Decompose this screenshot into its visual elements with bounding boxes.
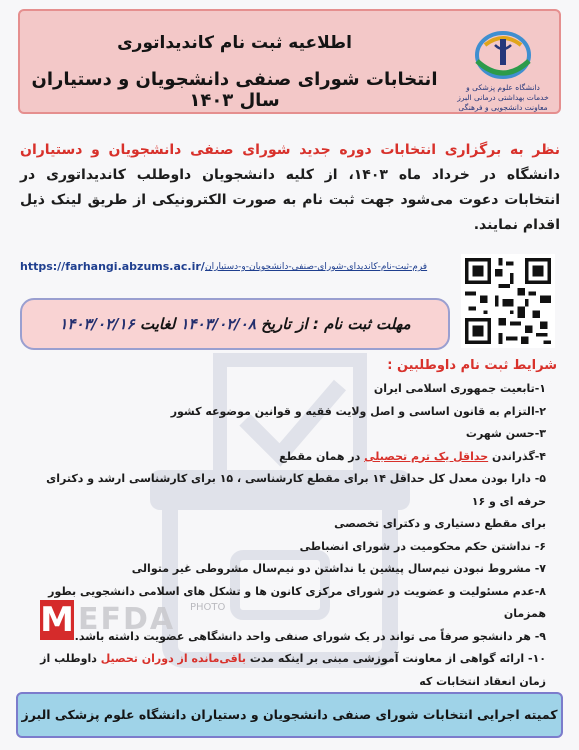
registration-link-path[interactable]: فرم-ثبت-نام-کاندیدای-شورای-صنفی-دانشجویان-و-دستیاران xyxy=(205,262,428,272)
deadline-to-word: لغایت xyxy=(139,315,176,333)
deadline-from-date: ۱۴۰۳/۰۲/۰۸ xyxy=(180,315,256,333)
condition-10-prefix: ۱۰- ارائه گواهی از معاونت آموزشی مبنی بر اینکه مدت xyxy=(249,652,546,665)
logo-caption-line2: معاونت دانشجویی و فرهنگی xyxy=(458,103,548,112)
condition-item: ۲-التزام به قانون اساسی و اصل ولایت فقیه و قوانین موضوعه کشور xyxy=(170,404,546,418)
condition-item: ۹- هر دانشجو صرفاً می تواند در یک شورای صنفی واحد دانشگاهی عضویت داشته باشد. xyxy=(74,629,546,643)
deadline-to-date: ۱۴۰۳/۰۲/۱۶ xyxy=(59,315,135,333)
condition-item: ۱-تابعیت جمهوری اسلامی ایران xyxy=(373,382,546,395)
intro-highlight: نظر به برگزاری انتخابات دوره جدید شورای صنفی دانشجویان و دستیاران xyxy=(20,142,560,158)
footer-banner: کمیته اجرایی انتخابات شورای صنفی دانشجویان و دستیاران دانشگاه علوم پزشکی البرز xyxy=(16,692,563,738)
conditions-heading: شرایط ثبت نام داوطلبین : xyxy=(387,358,557,373)
condition-4-prefix: ۴-گذراندن xyxy=(491,449,546,463)
condition-4-highlight: حداقل یک ترم تحصیلی xyxy=(364,449,489,463)
qr-code-icon xyxy=(461,254,555,348)
watermark-letter: M xyxy=(40,600,74,640)
deadline-label: مهلت ثبت نام : xyxy=(312,315,411,333)
deadline-from-word: از تاریخ xyxy=(261,315,308,333)
condition-4-suffix: در همان مقطع xyxy=(279,449,361,463)
registration-link-row xyxy=(20,258,450,280)
logo-caption-line1: دانشگاه علوم پزشکی و خدمات بهداشتی درمانی البرز xyxy=(457,83,549,102)
intro-paragraph xyxy=(20,138,560,238)
condition-10-highlight: باقی‌مانده از دوران تحصیل xyxy=(100,652,246,665)
registration-deadline-box xyxy=(20,298,450,350)
intro-body: دانشگاه در خرداد ماه ۱۴۰۳، از کلیه دانشجویان داوطلب کاندیداتوری در انتخابات دعوت می‌شود جهت ثبت نام به صورت الکترونیکی از طریق لینک ذیل اقدام نمایند. xyxy=(20,167,560,233)
condition-item xyxy=(20,446,546,469)
page-subtitle: انتخابات شورای صنفی دانشجویان و دستیاران سال ۱۴۰۳ xyxy=(31,69,438,111)
header-banner xyxy=(18,9,561,114)
condition-item: ۷- مشروط نبودن نیم‌سال پیشین یا نداشتن دو نیم‌سال مشروطی غیر متوالی xyxy=(131,562,546,575)
condition-item xyxy=(20,648,546,693)
mefda-watermark xyxy=(40,600,226,642)
registration-link-url[interactable]: https://farhangi.abzums.ac.ir/ xyxy=(20,260,205,273)
condition-item: ۳-حسن شهرت xyxy=(465,427,546,440)
condition-item: ۶- نداشتن حکم محکومیت در شورای انضباطی xyxy=(299,539,546,553)
watermark-photo-label: PHOTO xyxy=(190,602,226,613)
watermark-text: EFDA xyxy=(78,602,176,637)
condition-item-continued: برای مقطع دستیاری و دکترای تخصصی xyxy=(334,517,546,530)
conditions-list xyxy=(20,378,546,716)
logo-caption xyxy=(455,83,551,113)
condition-item: ۵- دارا بودن معدل کل حداقل ۱۴ برای مقطع کارشناسی ، ۱۵ برای کارشناسی ارشد و دکترای حرفه ای و ۱۶ xyxy=(46,472,546,508)
condition-item: ۸-عدم مسئولیت و عضویت در شورای مرکزی کانون ها و تشکل های اسلامی دانشجویی بطور همزمان xyxy=(48,584,546,620)
condition-10-suffix: داوطلب از زمان انعقاد انتخابات که xyxy=(40,652,546,688)
page-title: اطلاعیه ثبت نام کاندیداتوری xyxy=(117,33,352,53)
